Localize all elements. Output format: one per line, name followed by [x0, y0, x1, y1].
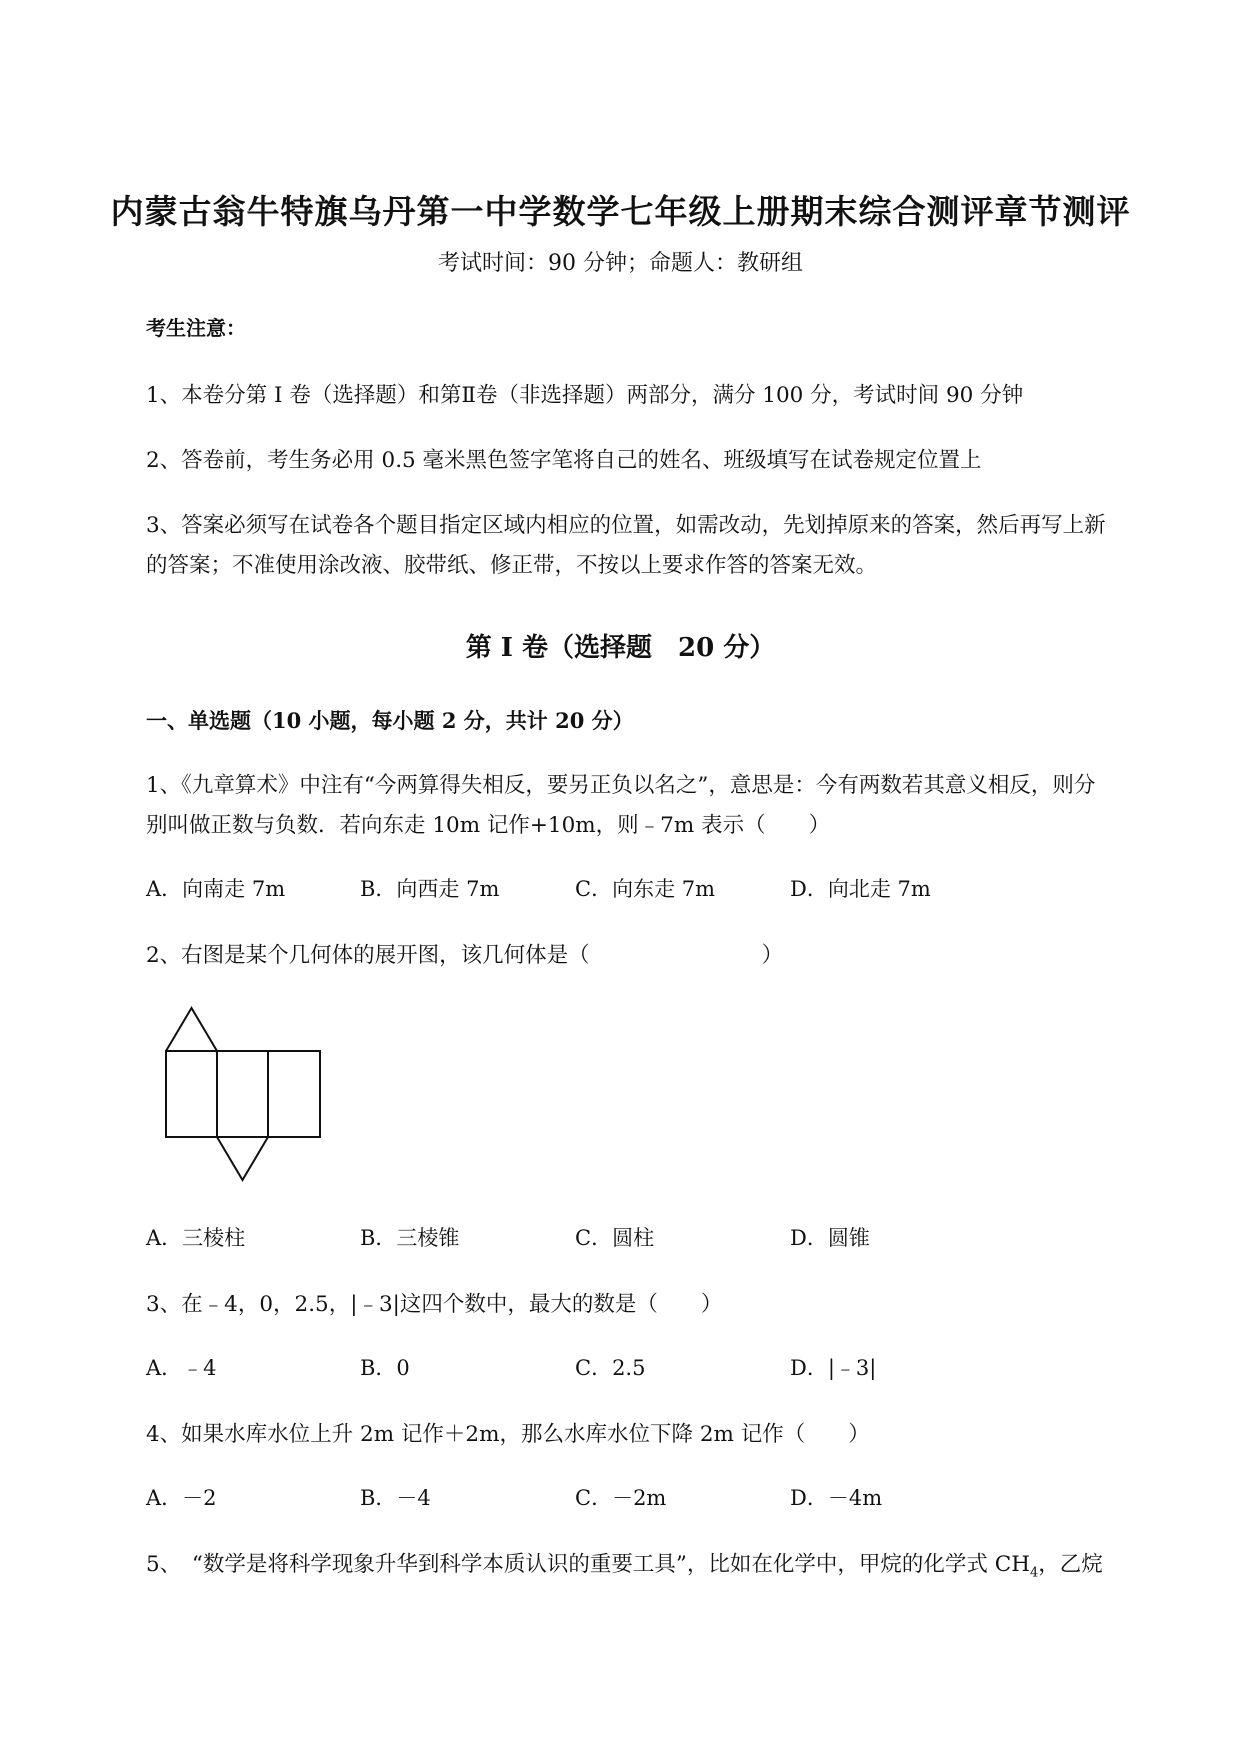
question-5-text: 5、 “数学是将科学现象升华到科学本质认识的重要工具”，比如在化学中，甲烷的化学式 CH [146, 1552, 1030, 1577]
notice-item: 1、本卷分第 I 卷（选择题）和第Ⅱ卷（非选择题）两部分，满分 100 分，考试时间 90 分钟 [146, 383, 1024, 408]
section-title: 第 I 卷（选择题 20 分） [465, 633, 776, 663]
option-b: B．0 [360, 1356, 410, 1380]
notice-item: 的答案；不准使用涂改液、胶带纸、修正带，不按以上要求作答的答案无效。 [146, 553, 878, 578]
option-d: D．|﹣3| [790, 1356, 877, 1380]
question-2-line-1: 2、右图是某个几何体的展开图，该几何体是（ ） [146, 943, 784, 968]
option-a: A．－2 [146, 1486, 217, 1510]
notice-item: 3、答案必须写在试卷各个题目指定区域内相应的位置，如需改动，先划掉原来的答案，然后再写上新 [146, 513, 1106, 538]
option-c: C．2.5 [575, 1356, 646, 1380]
option-b: B．－4 [360, 1486, 431, 1510]
option-c: C．－2m [575, 1486, 667, 1510]
option-a: A．﹣4 [146, 1356, 217, 1380]
exam-info: 考试时间：90 分钟；命题人：教研组 [438, 251, 803, 276]
page-title: 内蒙古翁牛特旗乌丹第一中学数学七年级上册期末综合测评章节测评 [110, 192, 1131, 231]
question-3-line-1: 3、在﹣4，0，2.5，|﹣3|这四个数中，最大的数是（ ） [146, 1292, 723, 1317]
net-rectangle-strip [166, 1051, 320, 1137]
option-a: A．三棱柱 [146, 1226, 246, 1250]
question-5-line-1 [146, 1547, 1103, 1580]
question-5-text-end: ，乙烷 [1038, 1552, 1103, 1577]
net-top-triangle [166, 1008, 217, 1051]
option-a: A．向南走 7m [146, 877, 286, 901]
triangular-prism-net-figure [160, 1006, 330, 1186]
option-d: D．圆锥 [790, 1226, 870, 1250]
notice-item: 2、答卷前，考生务必用 0.5 毫米黑色签字笔将自己的姓名、班级填写在试卷规定位置上 [146, 448, 982, 473]
option-c: C．向东走 7m [575, 877, 716, 901]
part-heading: 一、单选题（10 小题，每小题 2 分，共计 20 分） [146, 708, 634, 733]
option-c: C．圆柱 [575, 1226, 655, 1250]
option-d: D．－4m [790, 1486, 883, 1510]
question-1-line-1: 1、《九章算术》中注有“今两算得失相反，要另正负以名之”，意思是：今有两数若其意义相反，则分 [146, 773, 1096, 798]
option-b: B．向西走 7m [360, 877, 500, 901]
option-d: D．向北走 7m [790, 877, 931, 901]
notice-heading: 考生注意： [146, 316, 246, 340]
question-4-line-1: 4、如果水库水位上升 2m 记作＋2m，那么水库水位下降 2m 记作（ ） [146, 1422, 870, 1447]
net-bottom-triangle [217, 1137, 268, 1180]
option-b: B．三棱锥 [360, 1226, 460, 1250]
question-1-line-2: 别叫做正数与负数．若向东走 10m 记作+10m，则﹣7m 表示（ ） [146, 813, 831, 838]
subscript: 4 [1029, 1565, 1039, 1581]
